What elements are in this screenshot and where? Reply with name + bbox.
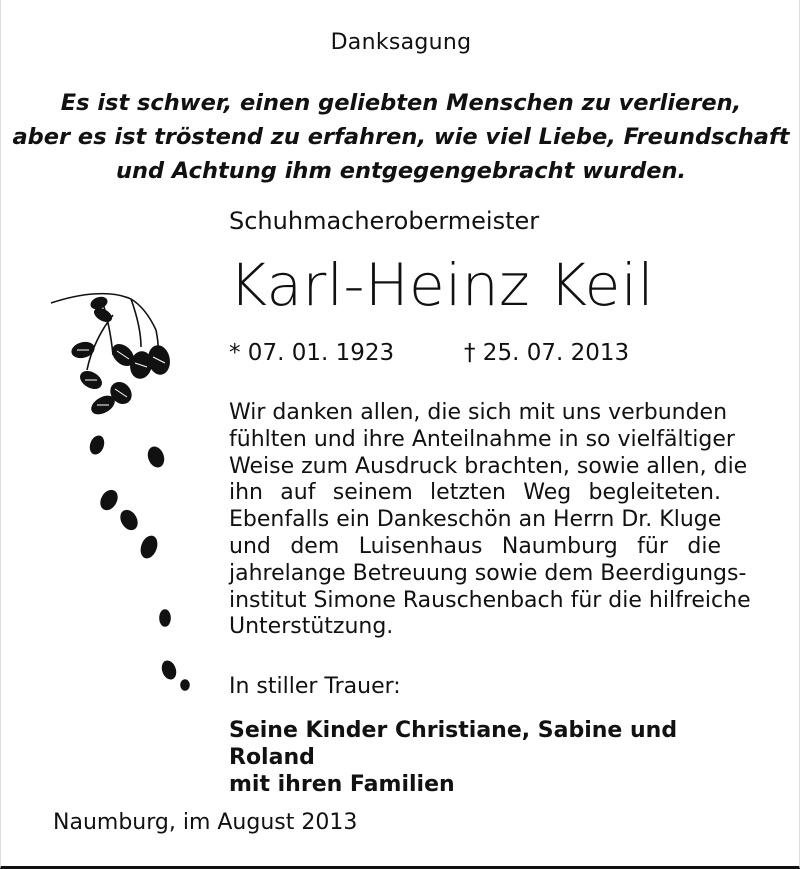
notice-heading: Danksagung <box>330 30 472 55</box>
place-and-date: Naumburg, im August 2013 <box>53 810 358 835</box>
message-line: jahrelange Betreuung sowie dem Beerdigungs- <box>229 560 747 586</box>
mourning-label: In stiller Trauer: <box>229 674 401 699</box>
memorial-quote <box>1 86 800 188</box>
quote-line: Es ist schwer, einen geliebten Menschen zu verlieren, <box>60 90 742 116</box>
message-line: und dem Luisenhaus Naumburg für die <box>229 533 721 559</box>
message-line: Weise zum Ausdruck brachten, sowie allen, die <box>229 453 748 479</box>
thank-you-message <box>229 400 751 641</box>
message-line: fühlten und ihre Anteilnahme in so vielfältiger <box>229 426 735 452</box>
message-line: ihn auf seinem letzten Weg begleiteten. <box>229 480 721 506</box>
message-line: Wir danken allen, die sich mit uns verbunden <box>229 400 728 425</box>
family-line: Seine Kinder Christiane, Sabine und Roland <box>229 718 678 770</box>
birth-date: * 07. 01. 1923 <box>229 340 395 366</box>
family-signature <box>229 717 721 798</box>
deceased-name: Karl-Heinz Keil <box>229 251 655 319</box>
life-dates <box>229 340 721 366</box>
message-line: Unterstützung. <box>229 614 394 640</box>
deceased-title: Schuhmacherobermeister <box>229 207 540 235</box>
quote-line: und Achtung ihm entgegengebracht wurden. <box>115 158 687 184</box>
birch-branch-icon <box>41 285 191 705</box>
quote-line: aber es ist tröstend zu erfahren, wie viel Liebe, Freundschaft <box>12 124 790 150</box>
message-line: institut Simone Rauschenbach für die hilfreiche <box>229 587 751 613</box>
message-line: Ebenfalls ein Dankeschön an Herrn Dr. Kluge <box>229 507 722 533</box>
family-line: mit ihren Familien <box>229 772 455 797</box>
death-date: † 25. 07. 2013 <box>464 340 630 366</box>
